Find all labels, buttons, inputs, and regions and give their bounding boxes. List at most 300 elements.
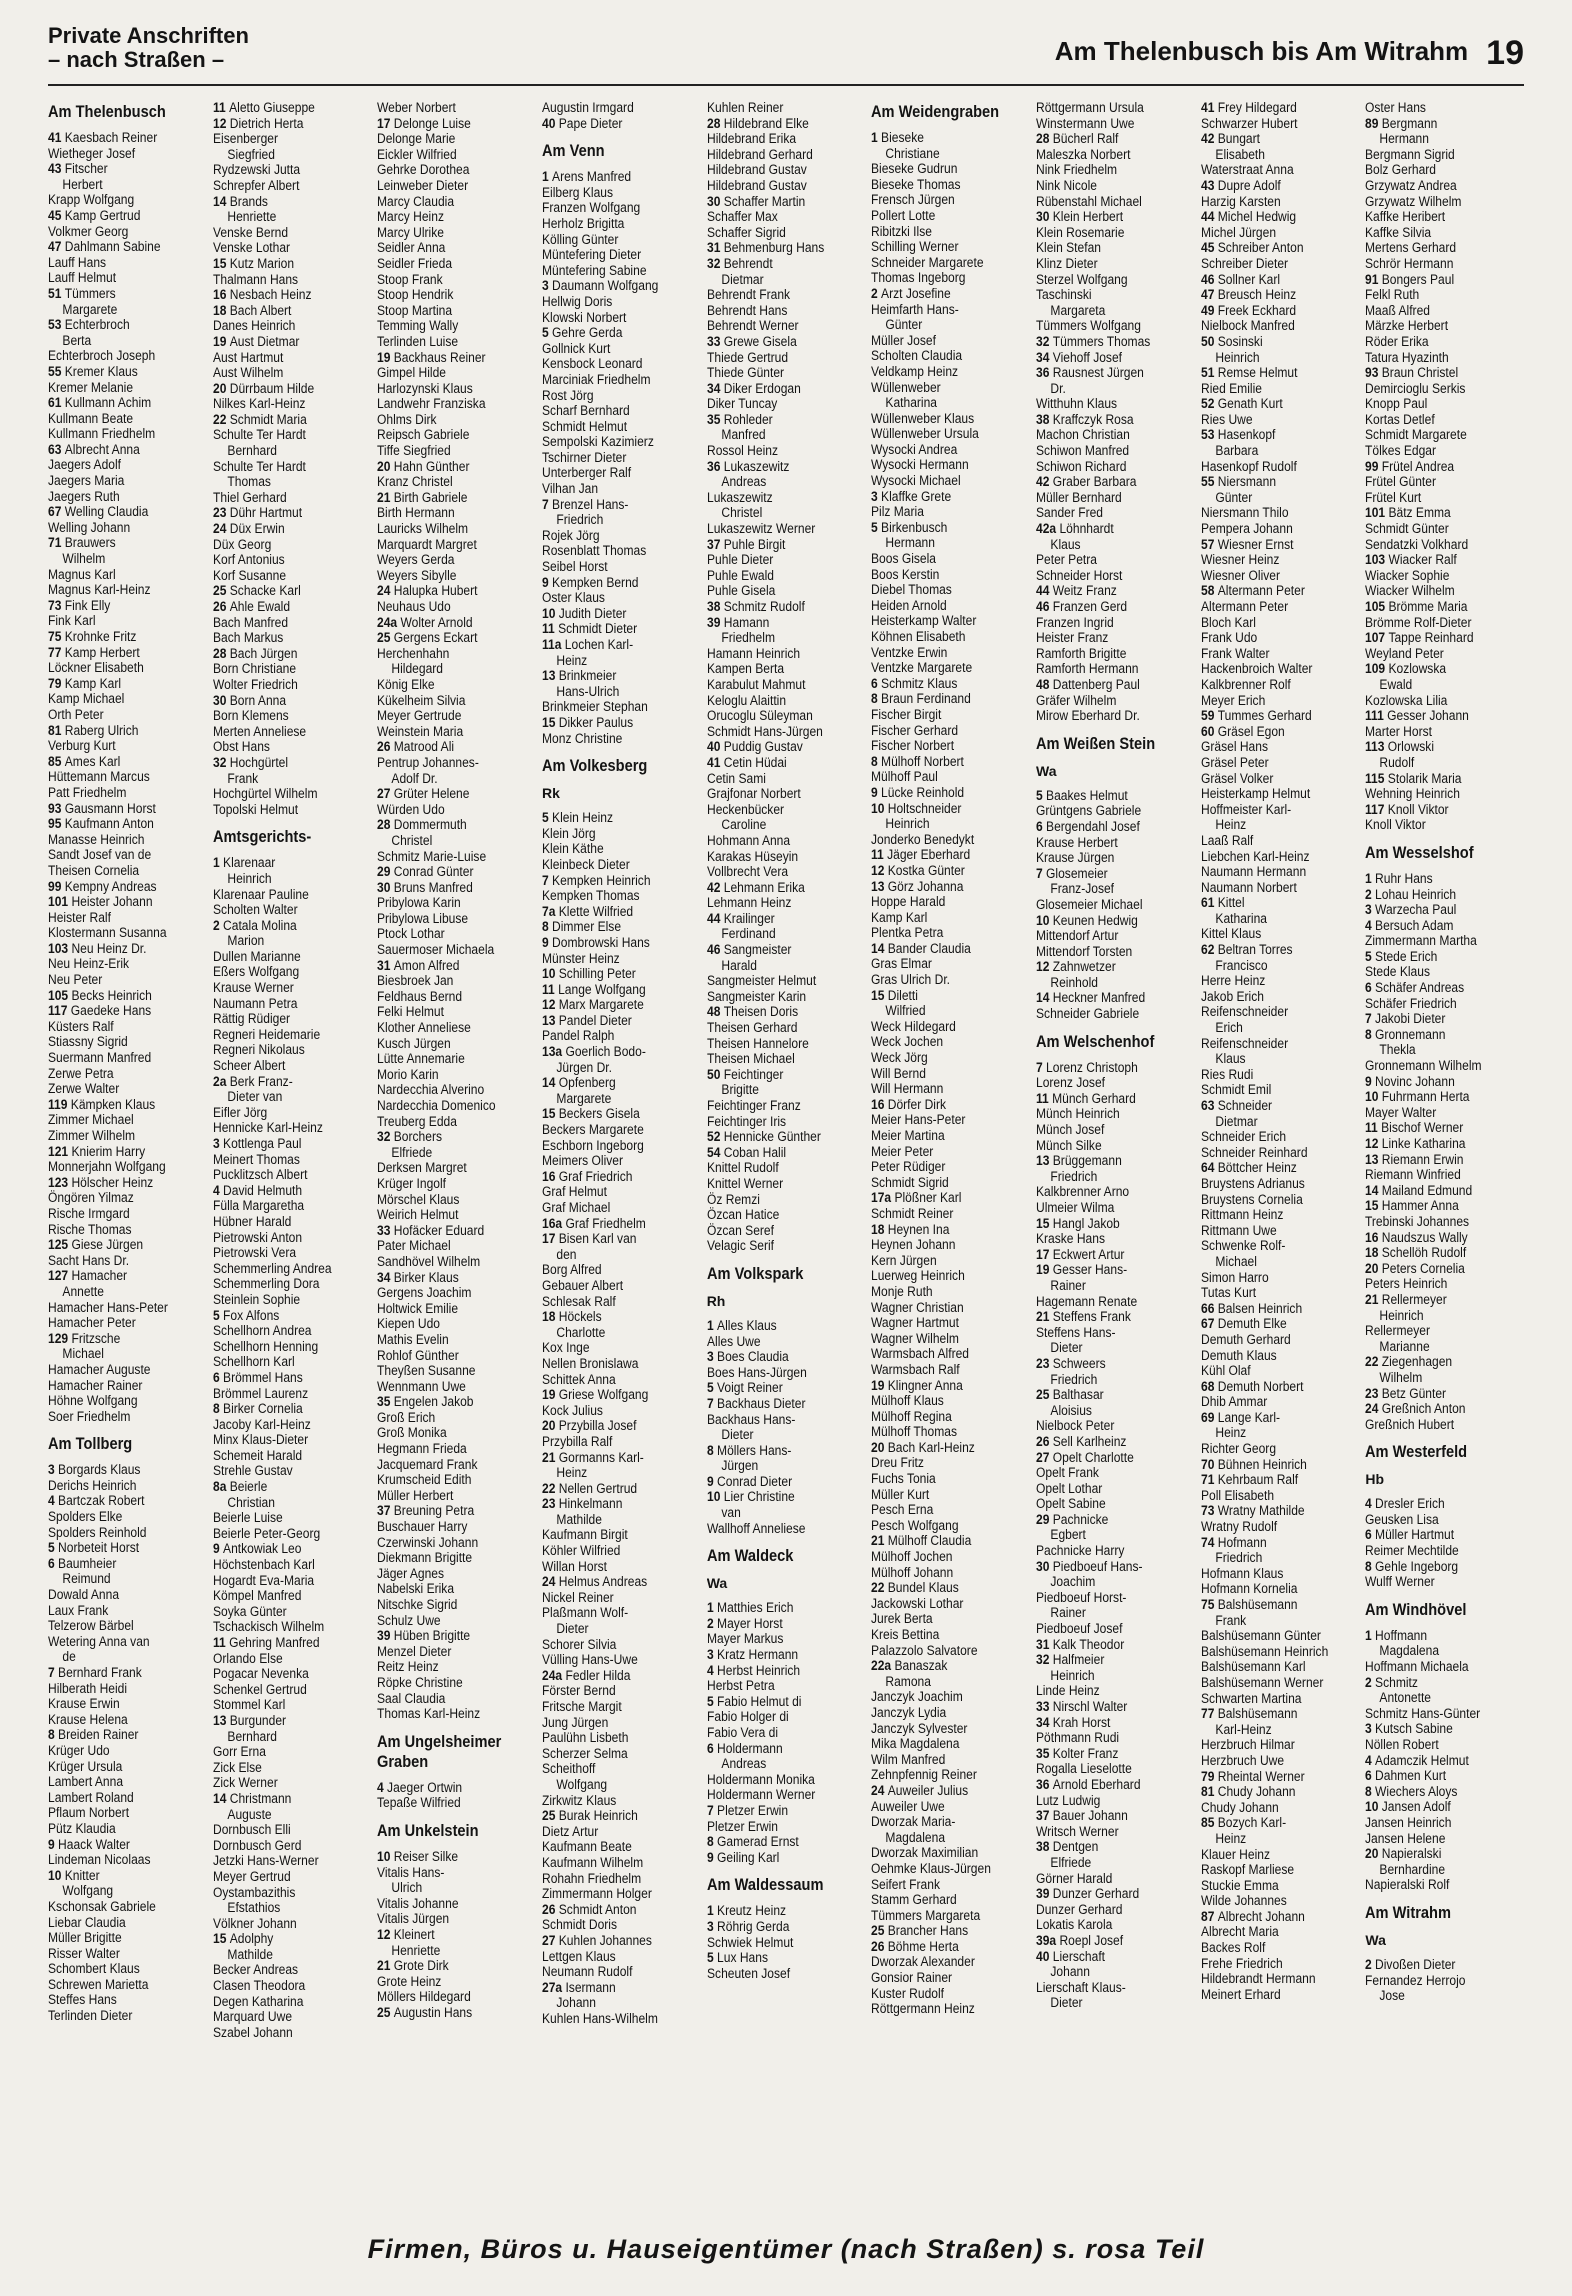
resident-name: Dikker Paulus <box>558 714 634 730</box>
directory-entry <box>542 216 701 232</box>
resident-name: Böttcher Heinz <box>1217 1160 1297 1176</box>
directory-entry <box>871 1986 1030 2002</box>
directory-entry <box>707 1966 866 1982</box>
directory-entry <box>707 1129 866 1145</box>
resident-name: Kittel Klaus <box>1200 926 1262 942</box>
resident-name: Linde Heinz <box>1036 1683 1100 1699</box>
house-number: 8 <box>1365 1783 1376 1799</box>
directory-entry <box>871 1097 1030 1113</box>
directory-entry <box>213 131 372 147</box>
directory-entry <box>1036 928 1195 944</box>
resident-name: Bolz Gerhard <box>1365 162 1437 178</box>
entry-continuation <box>48 1346 207 1362</box>
resident-name: Mülhoff Norbert <box>881 753 965 769</box>
house-number: 14 <box>212 1790 230 1806</box>
directory-entry <box>1036 677 1195 693</box>
resident-name: Herholz Brigitta <box>542 215 625 231</box>
directory-entry <box>707 1160 866 1176</box>
resident-name: Schneider Reinhard <box>1200 1144 1308 1160</box>
directory-entry <box>1036 505 1195 521</box>
resident-name: Naudszus Wally <box>1382 1229 1469 1245</box>
resident-name: Lambert Roland <box>48 1789 134 1805</box>
resident-name: Klaus <box>1215 1051 1246 1067</box>
resident-name: Eisenberger <box>212 131 278 147</box>
directory-entry <box>377 693 536 709</box>
directory-entry <box>377 1270 536 1286</box>
resident-name: Rainer <box>1050 1277 1086 1293</box>
resident-name: Jetzki Hans-Werner <box>212 1853 319 1869</box>
resident-name: Chudy Johann <box>1200 1799 1279 1815</box>
house-number: 20 <box>377 458 395 474</box>
directory-entry <box>1036 1418 1195 1434</box>
directory-entry <box>1201 1098 1360 1114</box>
resident-name: Fabio Holger di <box>706 1709 789 1725</box>
directory-entry <box>377 1795 536 1811</box>
house-number: 38 <box>1036 1839 1053 1855</box>
directory-entry <box>48 1930 207 1946</box>
entry-continuation <box>213 1947 372 1963</box>
directory-entry <box>377 1348 536 1364</box>
resident-name: Gebauer Albert <box>542 1277 624 1293</box>
directory-entry <box>1201 365 1360 381</box>
directory-entry <box>213 599 372 615</box>
directory-entry <box>1201 1238 1360 1254</box>
resident-name: Heinz <box>1215 817 1246 833</box>
resident-name: Glosemeier Michael <box>1036 896 1143 912</box>
entry-continuation <box>542 1060 701 1076</box>
directory-entry <box>1036 1730 1195 1746</box>
directory-entry <box>1036 1637 1195 1653</box>
directory-entry <box>1036 1465 1195 1481</box>
directory-entry <box>1036 552 1195 568</box>
resident-name: Aust Hartmut <box>212 349 283 365</box>
directory-entry <box>1036 1450 1195 1466</box>
resident-name: Bücherl Ralf <box>1052 131 1119 147</box>
directory-entry <box>377 1020 536 1036</box>
directory-entry <box>1036 1262 1195 1278</box>
directory-entry <box>542 232 701 248</box>
directory-entry <box>1201 1332 1360 1348</box>
resident-name: Sempolski Kazimierz <box>542 434 654 450</box>
directory-entry <box>1201 1472 1360 1488</box>
resident-name: Nesbach Heinz <box>229 287 312 303</box>
house-number: 25 <box>1036 1387 1053 1403</box>
entry-continuation <box>542 512 701 528</box>
resident-name: Boos Gisela <box>871 551 937 567</box>
directory-entry <box>871 972 1030 988</box>
resident-name: Weinstein Maria <box>377 723 464 739</box>
directory-entry <box>1201 989 1360 1005</box>
directory-entry <box>542 310 701 326</box>
resident-name: Wiacker Ralf <box>1388 552 1458 568</box>
directory-entry <box>1036 1559 1195 1575</box>
resident-name: Piedboeuf Hans- <box>1052 1558 1143 1574</box>
resident-name: Bundel Klaus <box>888 1580 960 1596</box>
resident-name: Hegmann Frieda <box>377 1441 468 1457</box>
resident-name: Leinweber Dieter <box>377 177 469 193</box>
entry-continuation <box>213 147 372 163</box>
resident-name: Krüger Ursula <box>48 1758 123 1774</box>
directory-entry <box>871 676 1030 692</box>
resident-name: Wiacker Wilhelm <box>1365 583 1456 599</box>
directory-entry <box>542 1917 701 1933</box>
resident-name: Dietmar <box>1215 1113 1258 1129</box>
directory-entry <box>377 599 536 615</box>
house-number: 10 <box>1036 912 1053 928</box>
directory-entry <box>48 1050 207 1066</box>
resident-name: Heiden Arnold <box>871 597 948 613</box>
resident-name: Christian <box>227 1494 275 1510</box>
resident-name: Korf Susanne <box>212 567 286 583</box>
house-number: 5 <box>1036 787 1047 803</box>
resident-name: Stede Erich <box>1375 948 1438 964</box>
resident-name: Groß Erich <box>377 1409 436 1425</box>
directory-entry <box>542 1434 701 1450</box>
directory-entry <box>871 426 1030 442</box>
resident-name: Kranz Christel <box>377 474 454 490</box>
directory-entry <box>48 1190 207 1206</box>
resident-name: Michel Hedwig <box>1217 209 1296 225</box>
resident-name: Greßnich Hubert <box>1365 1416 1455 1432</box>
directory-entry <box>377 958 536 974</box>
house-number: 16a <box>542 1215 566 1231</box>
resident-name: Klette Wilfried <box>558 903 634 919</box>
directory-entry <box>542 1200 701 1216</box>
house-number: 13a <box>542 1044 566 1060</box>
house-number: 11 <box>1036 1090 1053 1106</box>
house-number: 9 <box>706 1473 717 1489</box>
resident-name: Engelen Jakob <box>394 1394 474 1410</box>
directory-entry <box>871 941 1030 957</box>
directory-entry <box>1201 1815 1360 1831</box>
resident-name: Kensbock Leonard <box>542 356 643 372</box>
house-number: 79 <box>1200 1768 1218 1784</box>
directory-entry <box>1201 1956 1360 1972</box>
directory-entry <box>213 1744 372 1760</box>
resident-name: Antonette <box>1379 1690 1432 1706</box>
street-heading: Graben <box>377 1751 429 1771</box>
directory-entry <box>871 1315 1030 1331</box>
resident-name: Norbeteit Horst <box>58 1540 140 1556</box>
resident-name: Puhle Ewald <box>706 567 774 583</box>
house-number: 67 <box>48 504 65 520</box>
resident-name: Heynen Ina <box>888 1221 950 1237</box>
resident-name: Burak Heinrich <box>558 1808 638 1824</box>
entry-continuation <box>213 1900 372 1916</box>
directory-entry <box>48 1727 207 1743</box>
house-number: 53 <box>48 317 65 333</box>
house-number: 13 <box>212 1712 230 1728</box>
directory-entry <box>48 1509 207 1525</box>
resident-name: Dombrowski Hans <box>552 934 650 950</box>
entry-continuation <box>542 1621 701 1637</box>
directory-entry <box>542 1761 701 1777</box>
resident-name: Braun Ferdinand <box>881 691 972 707</box>
resident-name: Voigt Reiner <box>716 1380 783 1396</box>
directory-entry <box>48 1362 207 1378</box>
directory-entry <box>377 1566 536 1582</box>
resident-name: Aletto Giuseppe <box>228 100 315 115</box>
directory-entry <box>213 1682 372 1698</box>
house-number: 68 <box>1200 1378 1218 1394</box>
directory-entry <box>48 1144 207 1160</box>
entry-continuation <box>1365 1370 1524 1386</box>
directory-entry <box>1365 521 1524 537</box>
resident-name: Kittel <box>1217 895 1245 911</box>
directory-entry <box>542 1418 701 1434</box>
resident-name: Naumann Hermann <box>1200 864 1306 880</box>
directory-entry <box>1201 646 1360 662</box>
resident-name: Saal Claudia <box>377 1690 446 1706</box>
resident-name: Bozych Karl- <box>1217 1815 1286 1831</box>
directory-entry <box>871 1081 1030 1097</box>
resident-name: Eilberg Klaus <box>542 184 614 200</box>
house-number: 16 <box>542 1168 559 1184</box>
resident-name: Sterzel Wolfgang <box>1036 271 1128 287</box>
house-number: 13 <box>1365 1151 1383 1167</box>
house-number: 3 <box>542 278 553 294</box>
directory-entry <box>213 365 372 381</box>
directory-entry <box>1201 194 1360 210</box>
house-number: 5 <box>706 1693 717 1709</box>
resident-name: Gonsior Rainer <box>871 1970 953 1986</box>
directory-entry <box>871 1908 1030 1924</box>
house-number: 1 <box>212 855 223 871</box>
entry-continuation <box>542 684 701 700</box>
directory-entry <box>871 239 1030 255</box>
directory-entry <box>1201 849 1360 865</box>
resident-name: Schaffer Max <box>706 209 778 225</box>
directory-entry <box>1201 272 1360 288</box>
resident-name: Kusch Jürgen <box>377 1035 452 1051</box>
resident-name: Thalmann Hans <box>212 271 298 287</box>
entry-continuation <box>48 1883 207 1899</box>
house-number: 8 <box>1365 1026 1376 1042</box>
resident-name: Gausmann Horst <box>64 800 156 816</box>
resident-name: Betz Günter <box>1382 1385 1447 1401</box>
resident-name: Novinc Johann <box>1375 1073 1456 1089</box>
directory-entry <box>1201 1285 1360 1301</box>
resident-name: Auweiler Uwe <box>871 1798 946 1814</box>
directory-entry <box>542 1294 701 1310</box>
directory-entry <box>48 1556 207 1572</box>
directory-entry <box>1201 1129 1360 1145</box>
resident-name: Grzywatz Andrea <box>1365 177 1458 193</box>
directory-entry <box>213 1588 372 1604</box>
directory-entry <box>542 668 701 684</box>
resident-name: Grote Dirk <box>394 1958 450 1974</box>
directory-entry <box>1036 334 1195 350</box>
resident-name: Sendatzki Volkhard <box>1365 536 1469 552</box>
directory-entry <box>1036 866 1195 882</box>
directory-entry <box>1365 1261 1524 1277</box>
resident-name: Vilhan Jan <box>542 481 599 497</box>
resident-name: Lauff Helmut <box>48 270 117 286</box>
resident-name: Kaffke Silvia <box>1365 224 1432 240</box>
directory-entry <box>542 982 701 998</box>
directory-entry <box>871 567 1030 583</box>
directory-entry <box>48 1634 207 1650</box>
directory-entry <box>48 270 207 286</box>
directory-entry <box>213 1339 372 1355</box>
resident-name: Hellwig Doris <box>542 293 613 309</box>
directory-entry <box>48 1837 207 1853</box>
directory-entry <box>1201 474 1360 490</box>
resident-name: Kaufmann Anton <box>64 816 154 832</box>
directory-entry <box>871 1066 1030 1082</box>
directory-entry <box>48 411 207 427</box>
house-number: 54 <box>706 1144 724 1160</box>
resident-name: Theyßen Susanne <box>377 1363 476 1379</box>
resident-name: Hoffmann <box>1375 1627 1428 1643</box>
directory-entry <box>1365 225 1524 241</box>
resident-name: Spolders Reinhold <box>48 1524 147 1540</box>
resident-name: Opelt Lothar <box>1036 1480 1103 1496</box>
resident-name: Bernhard Frank <box>58 1665 142 1680</box>
entry-continuation <box>1036 1372 1195 1388</box>
resident-name: Becks Heinrich <box>71 987 152 1003</box>
directory-entry <box>213 1105 372 1121</box>
directory-entry <box>707 209 866 225</box>
directory-entry <box>377 1597 536 1613</box>
house-number: 31 <box>706 240 724 256</box>
resident-name: Mörschel Klaus <box>377 1191 460 1207</box>
resident-name: Berk Franz- <box>229 1073 293 1089</box>
directory-entry <box>542 372 701 388</box>
resident-name: Gergens Eckart <box>394 630 478 646</box>
directory-entry <box>48 1665 207 1681</box>
resident-name: Freek Eckhard <box>1217 302 1296 318</box>
directory-entry <box>48 738 207 754</box>
directory-entry <box>1365 1152 1524 1168</box>
directory-entry <box>1036 1949 1195 1965</box>
directory-entry <box>1365 552 1524 568</box>
resident-name: Geusken Lisa <box>1365 1511 1440 1527</box>
directory-entry <box>1036 1247 1195 1263</box>
directory-entry <box>542 1013 701 1029</box>
directory-entry <box>213 350 372 366</box>
resident-name: Delonge Luise <box>394 115 472 131</box>
house-number: 6 <box>1365 1768 1376 1784</box>
entry-continuation <box>1036 1964 1195 1980</box>
directory-entry <box>707 1489 866 1505</box>
resident-name: Meier Martina <box>871 1128 946 1143</box>
entry-continuation <box>707 474 866 490</box>
house-number: 19 <box>212 333 230 349</box>
house-number: 39a <box>1036 1932 1060 1948</box>
resident-name: Dresler Erich <box>1375 1496 1446 1512</box>
resident-name: Kullmann Achim <box>64 395 152 411</box>
resident-name: Brömme Maria <box>1388 599 1468 614</box>
resident-name: Krailinger <box>723 910 775 926</box>
resident-name: Münch Gerhard <box>1052 1090 1136 1106</box>
house-number: 9 <box>48 1836 59 1852</box>
directory-entry <box>1201 1581 1360 1597</box>
house-number: 27 <box>542 1932 559 1948</box>
resident-name: Schmidt Hans-Jürgen <box>706 723 823 739</box>
resident-name: Pesch Wolfgang <box>871 1517 959 1533</box>
resident-name: Topolski Helmut <box>212 801 298 817</box>
resident-name: Hagemann Renate <box>1036 1293 1138 1309</box>
directory-entry <box>1201 1987 1360 2003</box>
house-number: 9 <box>871 784 882 800</box>
directory-entry <box>377 1457 536 1473</box>
resident-name: Waterstraat Anna <box>1200 162 1294 178</box>
directory-entry <box>213 786 372 802</box>
house-number: 30 <box>377 879 395 895</box>
resident-name: Kaufmann Wilhelm <box>542 1854 644 1870</box>
resident-name: Fülla Margaretha <box>212 1198 304 1214</box>
directory-entry <box>377 849 536 865</box>
resident-name: Peters Heinrich <box>1365 1276 1448 1292</box>
directory-entry <box>48 832 207 848</box>
resident-name: Korf Antonius <box>212 552 285 568</box>
resident-name: Schrör Hermann <box>1365 255 1454 271</box>
resident-name: Schulz Uwe <box>377 1612 441 1628</box>
resident-name: Geiling Karl <box>716 1849 780 1865</box>
resident-name: Schombert Klaus <box>48 1961 140 1977</box>
resident-name: Jonderko Benedykt <box>871 831 975 847</box>
resident-name: Lorenz Christoph <box>1046 1059 1138 1075</box>
house-number: 18 <box>212 302 230 318</box>
resident-name: Löckner Elisabeth <box>48 660 144 676</box>
directory-entry <box>1201 521 1360 537</box>
directory-entry <box>48 567 207 583</box>
resident-name: Hogardt Eva-Maria <box>212 1572 314 1588</box>
directory-entry <box>1365 272 1524 288</box>
resident-name: Röpke Christine <box>377 1674 464 1690</box>
entry-continuation <box>1036 537 1195 553</box>
house-number: 24 <box>542 1574 559 1590</box>
directory-entry <box>707 1950 866 1966</box>
directory-entry <box>213 1479 372 1495</box>
resident-name: Heinz <box>1215 1830 1246 1846</box>
resident-name: Kern Jürgen <box>871 1252 938 1268</box>
resident-name: Bieseke <box>881 130 925 145</box>
directory-entry <box>1201 1192 1360 1208</box>
directory-entry <box>48 1019 207 1035</box>
resident-name: Balshüsemann Heinrich <box>1200 1643 1328 1659</box>
resident-name: Gesser Hans- <box>1052 1262 1128 1278</box>
directory-entry <box>213 1541 372 1557</box>
entry-continuation <box>871 816 1030 832</box>
directory-entry <box>1365 615 1524 631</box>
directory-entry <box>48 1977 207 1993</box>
house-number: 41 <box>48 130 65 145</box>
house-number: 6 <box>1036 818 1047 834</box>
resident-name: Backhaus Dieter <box>716 1395 806 1411</box>
resident-name: Harzig Karsten <box>1200 193 1281 209</box>
resident-name: Günter <box>1215 489 1252 505</box>
house-number: 1 <box>1365 1627 1376 1643</box>
resident-name: Klein Heinz <box>552 810 614 826</box>
directory-entry <box>213 1042 372 1058</box>
directory-entry <box>213 1027 372 1043</box>
directory-entry <box>377 677 536 693</box>
entry-continuation <box>1201 1254 1360 1270</box>
directory-entry <box>377 1332 536 1348</box>
directory-entry <box>542 1387 701 1403</box>
directory-entry <box>707 1396 866 1412</box>
resident-name: Würden Udo <box>377 801 446 817</box>
resident-name: Heinz <box>556 652 588 668</box>
directory-entry <box>377 615 536 631</box>
resident-name: Witthuhn Klaus <box>1036 396 1118 412</box>
resident-name: Heisterkamp Walter <box>871 613 977 629</box>
resident-name: Fritsche Margit <box>542 1699 622 1714</box>
directory-entry <box>871 769 1030 785</box>
house-number: 49 <box>1200 302 1218 318</box>
